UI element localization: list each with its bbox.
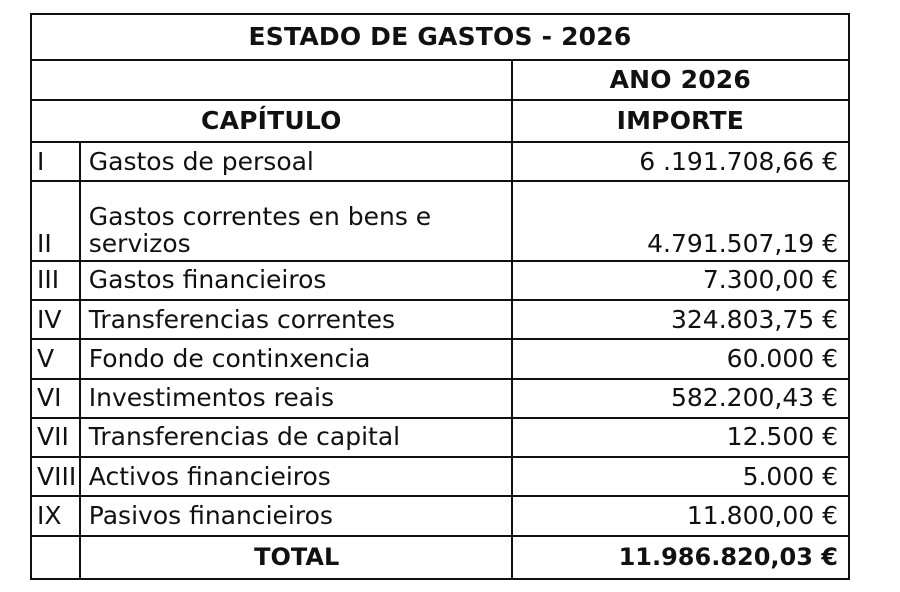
table-row xyxy=(31,496,849,535)
chapter-amount: 6 .191.708,66 € xyxy=(512,142,849,181)
chapter-name: Fondo de continxencia xyxy=(80,339,512,378)
chapter-amount: 60.000 € xyxy=(512,339,849,378)
table-row xyxy=(31,339,849,378)
total-blank-cell xyxy=(31,536,80,579)
total-label: TOTAL xyxy=(80,536,512,579)
chapter-amount: 12.500 € xyxy=(512,418,849,457)
total-row xyxy=(31,536,849,579)
chapter-name: Transferencias correntes xyxy=(80,300,512,339)
chapter-amount: 11.800,00 € xyxy=(512,496,849,535)
chapter-name: Gastos de persoal xyxy=(80,142,512,181)
chapter-header: CAPÍTULO xyxy=(31,100,512,142)
chapter-number: V xyxy=(31,339,80,378)
table-title: ESTADO DE GASTOS - 2026 xyxy=(31,14,849,60)
chapter-name: Gastos correntes en bens e servizos xyxy=(80,181,512,261)
chapter-amount: 324.803,75 € xyxy=(512,300,849,339)
table-row xyxy=(31,300,849,339)
chapter-name: Investimentos reais xyxy=(80,379,512,418)
chapter-name: Pasivos financieiros xyxy=(80,496,512,535)
chapter-number: IX xyxy=(31,496,80,535)
total-amount: 11.986.820,03 € xyxy=(512,536,849,579)
chapter-amount: 5.000 € xyxy=(512,457,849,496)
year-header: ANO 2026 xyxy=(512,60,849,99)
chapter-number: VII xyxy=(31,418,80,457)
amount-header: IMPORTE xyxy=(512,100,849,142)
table-row xyxy=(31,457,849,496)
expense-budget-table xyxy=(30,13,850,580)
table-row xyxy=(31,418,849,457)
chapter-name: Gastos financieiros xyxy=(80,261,512,300)
chapter-number: IV xyxy=(31,300,80,339)
chapter-name: Transferencias de capital xyxy=(80,418,512,457)
table-row xyxy=(31,142,849,181)
chapter-number: VI xyxy=(31,379,80,418)
chapter-number: I xyxy=(31,142,80,181)
chapter-number: III xyxy=(31,261,80,300)
chapter-number: II xyxy=(31,181,80,261)
chapter-name: Activos financieiros xyxy=(80,457,512,496)
table-row xyxy=(31,379,849,418)
year-header-row xyxy=(31,60,849,99)
table-row xyxy=(31,261,849,300)
table-title-row xyxy=(31,14,849,60)
year-header-blank xyxy=(31,60,512,99)
table-row xyxy=(31,181,849,261)
chapter-number: VIII xyxy=(31,457,80,496)
column-header-row xyxy=(31,100,849,142)
chapter-amount: 7.300,00 € xyxy=(512,261,849,300)
chapter-amount: 4.791.507,19 € xyxy=(512,181,849,261)
chapter-amount: 582.200,43 € xyxy=(512,379,849,418)
